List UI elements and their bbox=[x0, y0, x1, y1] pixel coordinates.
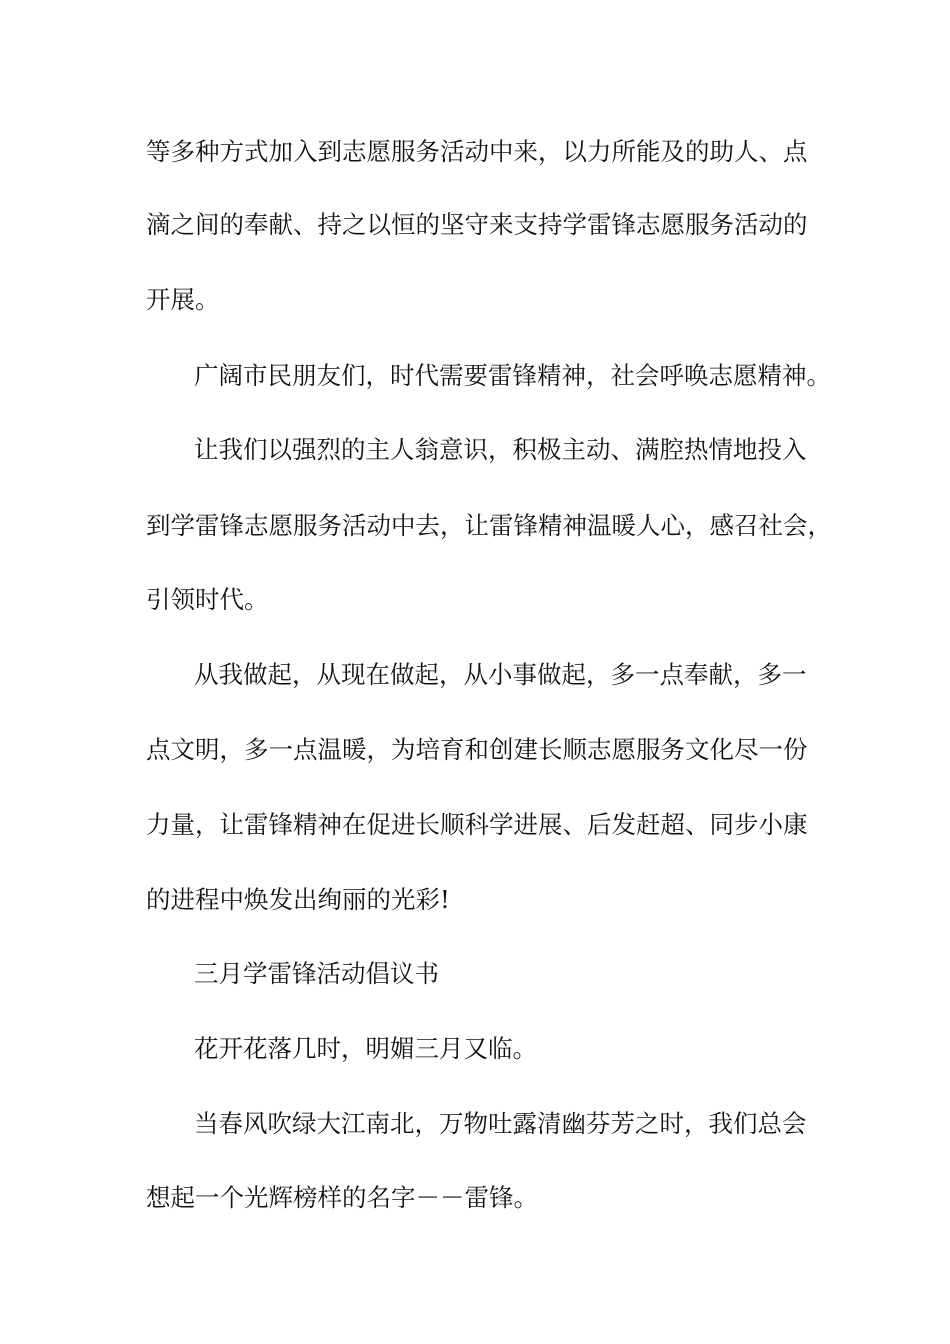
text-line: 引领时代。 bbox=[146, 585, 269, 614]
text-line: 想起一个光辉榜样的名字－－雷锋。 bbox=[146, 1183, 538, 1212]
paragraph-start-line: 当春风吹绿大江南北，万物吐露清幽芬芳之时，我们总会 bbox=[194, 1109, 807, 1138]
text-line: 滴之间的奉献、持之以恒的坚守来支持学雷锋志愿服务活动的 bbox=[146, 210, 808, 239]
paragraph-start-line: 从我做起，从现在做起，从小事做起，多一点奉献，多一 bbox=[194, 660, 807, 689]
text-line: 力量，让雷锋精神在促进长顺科学进展、后发赶超、同步小康 bbox=[146, 810, 808, 839]
section-title: 三月学雷锋活动倡议书 bbox=[194, 959, 439, 988]
text-line: 等多种方式加入到志愿服务活动中来，以力所能及的助人、点 bbox=[146, 137, 808, 166]
text-line: 开展。 bbox=[146, 285, 220, 314]
paragraph-start-line: 花开花落几时，明媚三月又临。 bbox=[194, 1034, 537, 1063]
text-line: 的进程中焕发出绚丽的光彩! bbox=[146, 885, 450, 914]
text-line: 点文明，多一点温暖，为培育和创建长顺志愿服务文化尽一份 bbox=[146, 735, 808, 764]
paragraph-start-line: 广阔市民朋友们，时代需要雷锋精神，社会呼唤志愿精神。 bbox=[194, 361, 831, 390]
text-line: 到学雷锋志愿服务活动中去，让雷锋精神温暖人心，感召社会， bbox=[146, 511, 832, 540]
paragraph-start-line: 让我们以强烈的主人翁意识，积极主动、满腔热情地投入 bbox=[194, 435, 807, 464]
